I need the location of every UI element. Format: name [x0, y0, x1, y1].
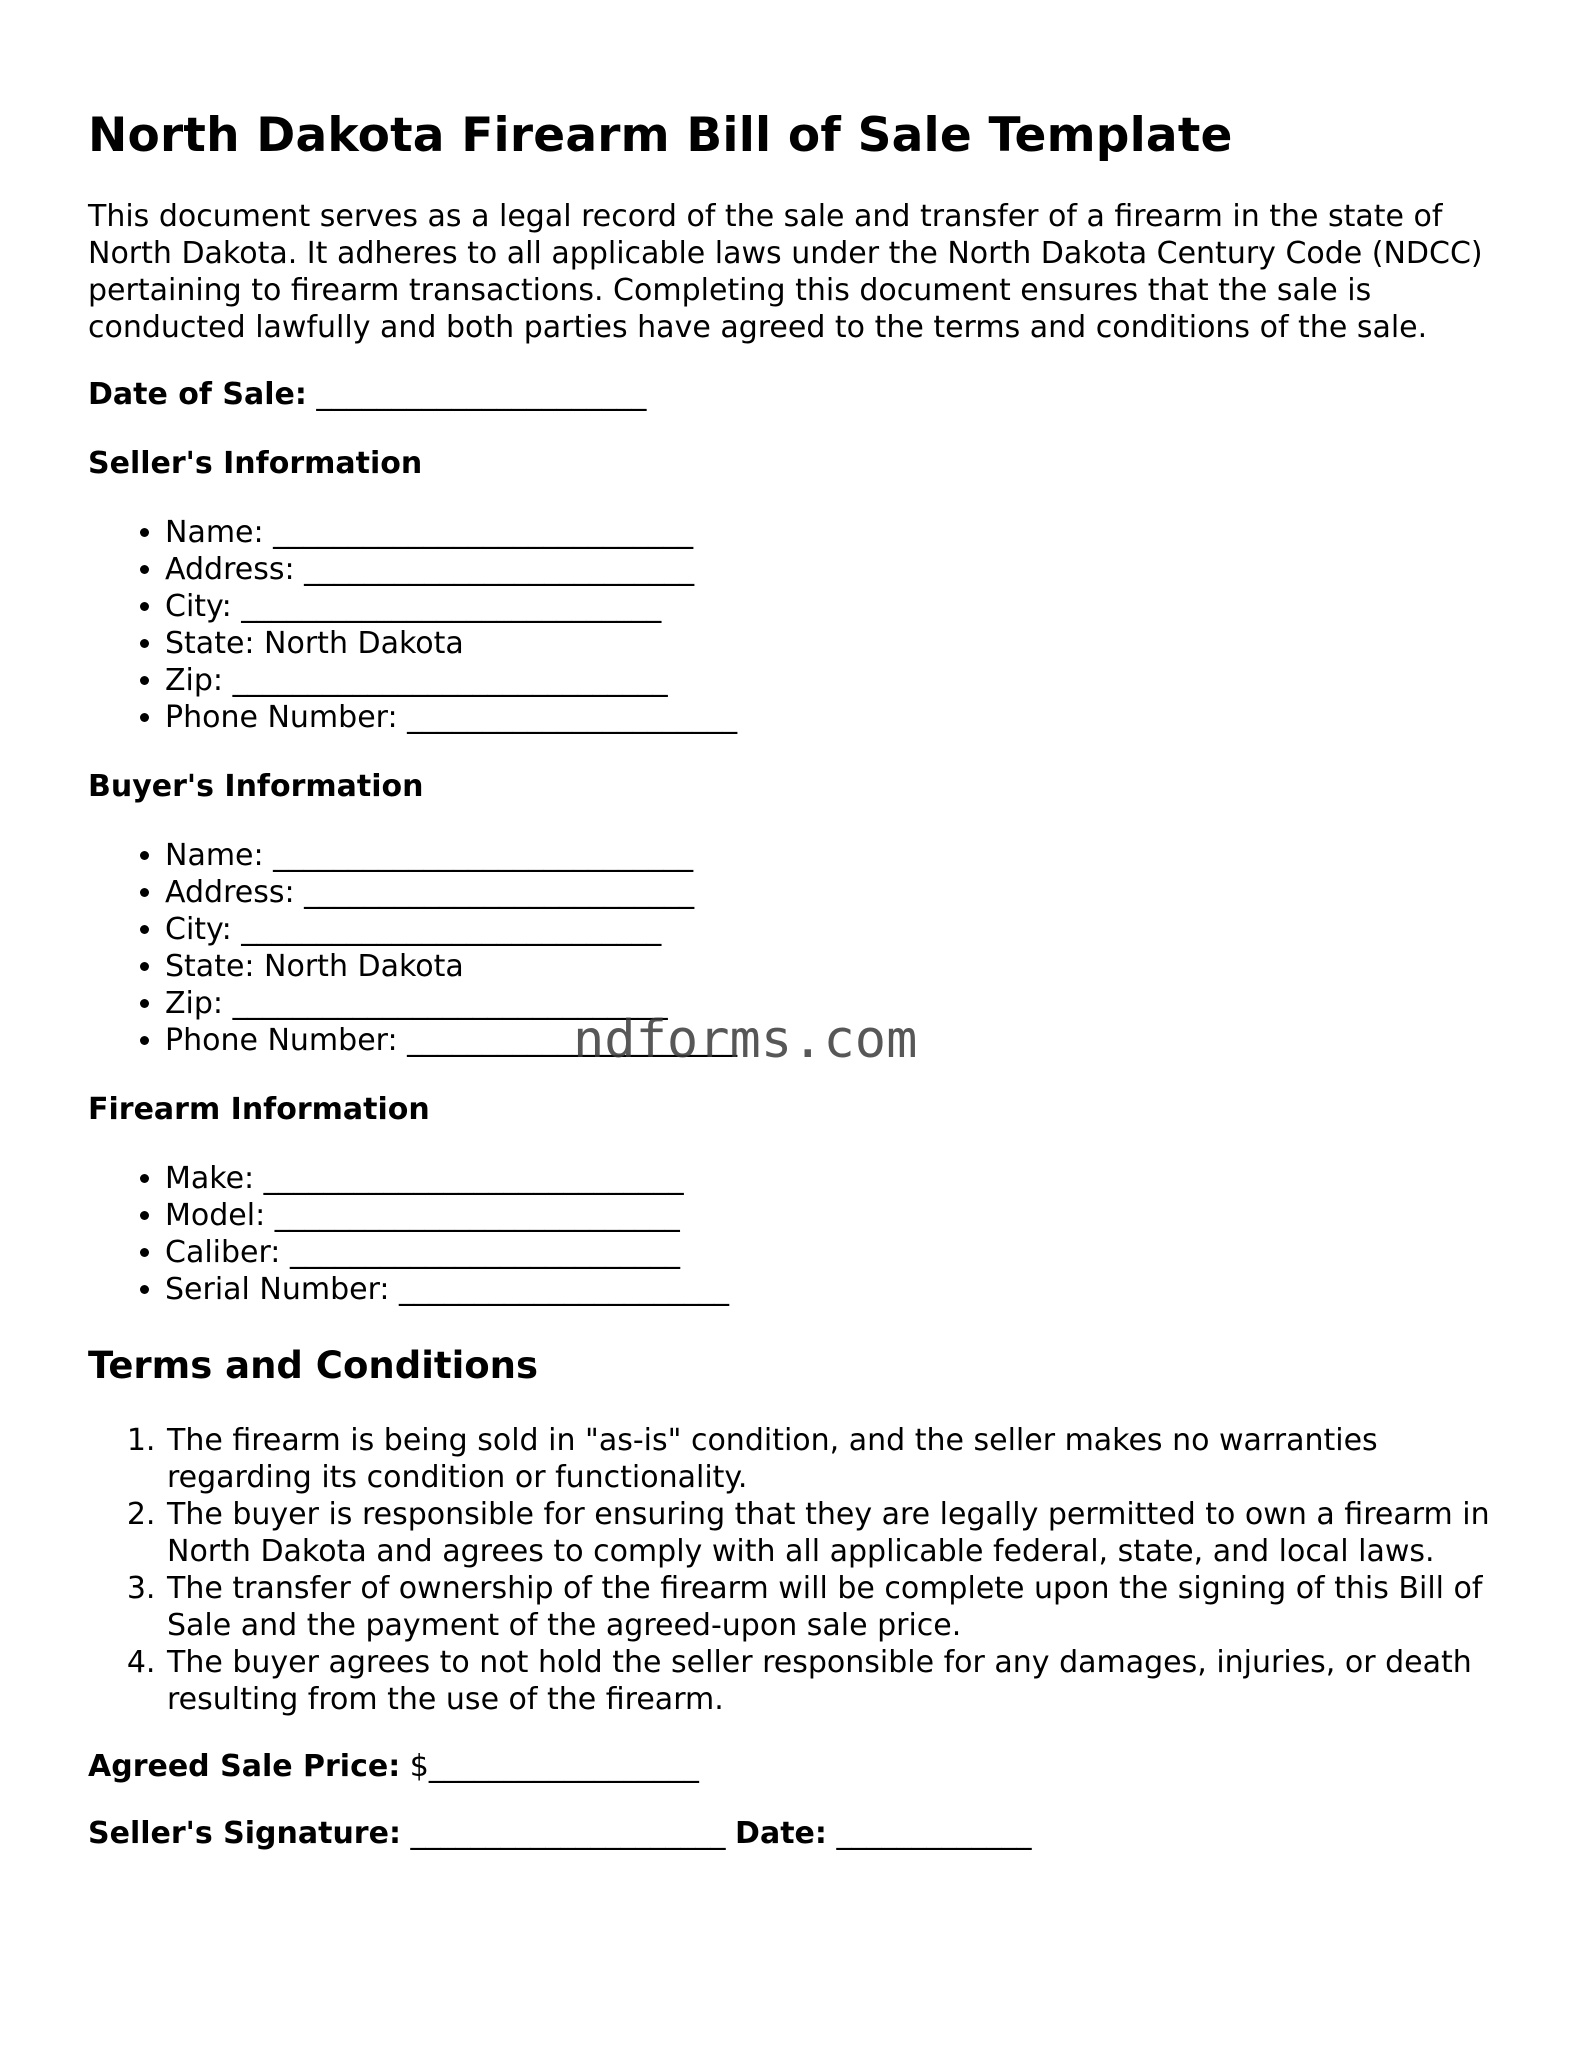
- signature-date-label: Date:: [735, 1816, 827, 1851]
- buyer-phone-field: • Phone Number: ______________________: [165, 1022, 1528, 1059]
- firearm-serial-field: • Serial Number: ______________________: [165, 1271, 1528, 1308]
- sale-price-blank: $__________________: [409, 1749, 699, 1784]
- buyer-state-field: • State: North Dakota: [165, 948, 1528, 985]
- seller-signature-line: [88, 1815, 1528, 1852]
- signature-date-blank: _____________: [836, 1816, 1032, 1851]
- date-of-sale-blank: ______________________: [316, 377, 647, 412]
- buyer-heading: Buyer's Information: [88, 769, 424, 804]
- sale-price-label: Agreed Sale Price:: [88, 1749, 401, 1784]
- seller-signature-blank: _____________________: [410, 1816, 726, 1851]
- buyer-address-field: • Address: __________________________: [165, 874, 1528, 911]
- seller-city-field: • City: ____________________________: [165, 588, 1528, 625]
- firearm-model-field: • Model: ___________________________: [165, 1197, 1528, 1234]
- seller-address-field: • Address: __________________________: [165, 551, 1528, 588]
- firearm-make-field: • Make: ____________________________: [165, 1160, 1528, 1197]
- date-of-sale-line: [88, 376, 1528, 413]
- terms-item: 2. The buyer is responsible for ensuring that they are legally permitted to own a firearm in North Dakota and agrees to comply with all applicable federal, state, and local laws.: [165, 1496, 1528, 1570]
- seller-phone-field: • Phone Number: ______________________: [165, 699, 1528, 736]
- buyer-name-field: • Name: ____________________________: [165, 837, 1528, 874]
- sale-price-line: [88, 1748, 1528, 1785]
- seller-fields-list: [88, 514, 1528, 736]
- terms-heading: Terms and Conditions: [88, 1344, 539, 1387]
- firearm-fields-list: [88, 1160, 1528, 1308]
- seller-state-field: • State: North Dakota: [165, 625, 1528, 662]
- terms-item: 1. The firearm is being sold in "as-is" condition, and the seller makes no warranties regarding its condition or functionality.: [165, 1422, 1528, 1496]
- page-title: North Dakota Firearm Bill of Sale Template: [88, 108, 1233, 163]
- firearm-caliber-field: • Caliber: __________________________: [165, 1234, 1528, 1271]
- seller-name-field: • Name: ____________________________: [165, 514, 1528, 551]
- buyer-zip-field: • Zip: _____________________________: [165, 985, 1528, 1022]
- document-page: [88, 0, 1528, 1852]
- seller-heading: Seller's Information: [88, 446, 423, 481]
- watermark-text: ndforms.com: [573, 1010, 918, 1070]
- buyer-city-field: • City: ____________________________: [165, 911, 1528, 948]
- intro-paragraph: This document serves as a legal record of the sale and transfer of a firearm in the state of North Dakota. It adheres to all applicable laws under the North Dakota Century Code (NDCC) pertaining to firearm transactions. Completing this document ensures that the sale is conducted lawfully and both parties have agreed to the terms and conditions of the sale.: [88, 199, 1483, 345]
- seller-signature-label: Seller's Signature:: [88, 1816, 401, 1851]
- buyer-fields-list: [88, 837, 1528, 1059]
- date-of-sale-label: Date of Sale:: [88, 377, 307, 412]
- terms-list: [88, 1422, 1528, 1718]
- terms-item: 4. The buyer agrees to not hold the seller responsible for any damages, injuries, or death resulting from the use of the firearm.: [165, 1644, 1528, 1718]
- seller-zip-field: • Zip: _____________________________: [165, 662, 1528, 699]
- terms-item: 3. The transfer of ownership of the firearm will be complete upon the signing of this Bill of Sale and the payment of the agreed-upon sale price.: [165, 1570, 1528, 1644]
- firearm-heading: Firearm Information: [88, 1092, 430, 1127]
